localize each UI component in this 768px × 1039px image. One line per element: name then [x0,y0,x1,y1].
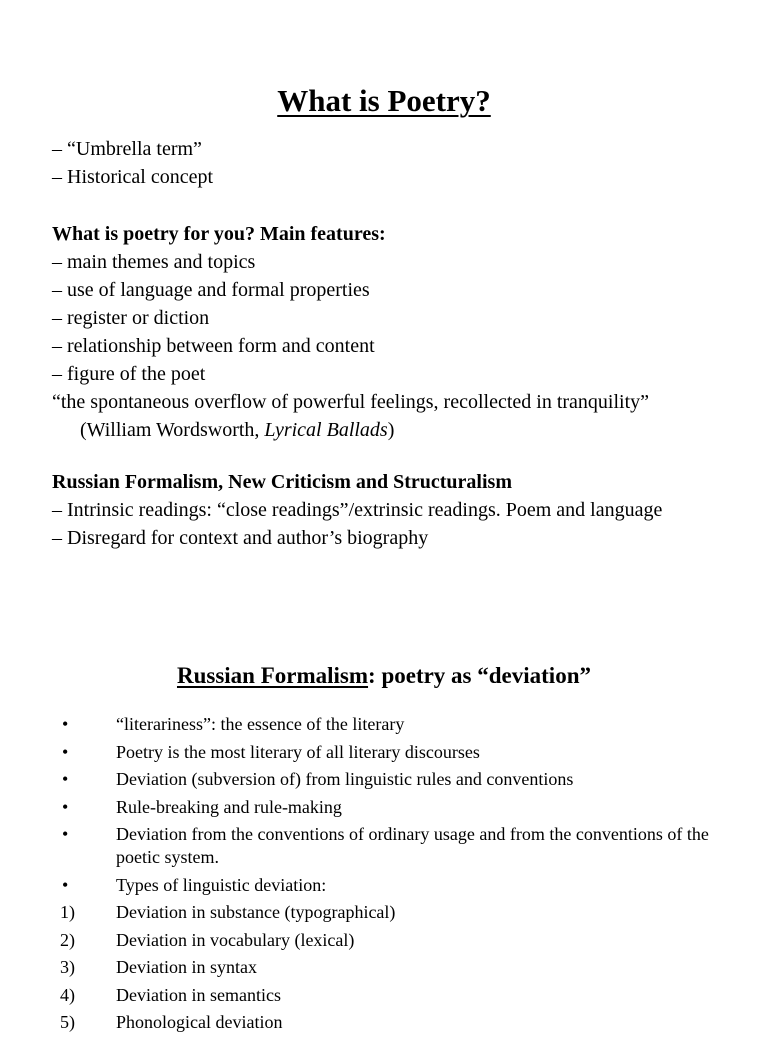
list-item-text: Poetry is the most literary of all literary discourses [116,741,480,762]
wordsworth-quote: “the spontaneous overflow of powerful feelings, recollected in tranquility” [52,391,650,413]
list-item [0,713,716,736]
numbered-item-text: Deviation in substance (typographical) [116,902,396,922]
feature-item: – main themes and topics [52,251,256,273]
attribution-prefix: (William Wordsworth, [80,419,265,441]
feature-item: – relationship between form and content [52,335,375,357]
features-heading: What is poetry for you? Main features: [52,223,386,245]
intro-item: – “Umbrella term” [52,138,202,160]
list-item [0,823,716,869]
numbered-item-text: Deviation in vocabulary (lexical) [116,929,355,950]
list-item-text: “literariness”: the essence of the literary [116,714,405,734]
list-item-text: Rule-breaking and rule-making [116,796,342,817]
page-title [0,81,768,121]
page-title-text: What is Poetry? [277,83,491,118]
schools-heading: Russian Formalism, New Criticism and Structuralism [52,471,512,493]
bullet-marker: • [62,741,69,762]
bullet-marker: • [62,714,69,734]
number-marker: 4) [60,984,75,1005]
attribution-suffix: ) [387,419,395,441]
list-item-text: Deviation from the conventions of ordinary usage and from the conventions of the poetic system. [116,824,709,867]
list-item [0,874,716,897]
bullet-marker: • [62,769,69,789]
list-item [0,768,716,791]
number-marker: 1) [60,902,75,922]
list-item-text: Deviation (subversion of) from linguistic rules and conventions [116,769,574,789]
intro-item: – Historical concept [52,166,214,188]
list-item [0,796,716,819]
intro-list [52,135,742,191]
schools-item: – Disregard for context and author’s biography [52,527,429,549]
feature-item: – register or diction [52,307,210,329]
numbered-item [0,1011,716,1034]
numbered-item-text: Deviation in syntax [116,957,257,977]
quote-attribution [52,416,742,444]
numbered-item-text: Deviation in semantics [116,984,281,1005]
number-marker: 3) [60,957,75,977]
attribution-work: Lyrical Ballads [264,419,388,441]
bullet-marker: • [62,796,69,817]
deviation-list [0,713,768,1039]
section-title [0,660,768,692]
feature-item: – use of language and formal properties [52,279,370,301]
bullet-marker: • [62,874,69,895]
schools-section [52,468,742,552]
number-marker: 5) [60,1012,75,1032]
numbered-item [0,984,716,1007]
list-item [0,741,716,764]
number-marker: 2) [60,929,75,950]
numbered-item-text: Phonological deviation [116,1012,283,1032]
schools-item: – Intrinsic readings: “close readings”/extrinsic readings. Poem and language [52,499,663,521]
section-title-underlined: Russian Formalism [176,663,369,688]
numbered-item [0,901,716,924]
numbered-item [0,929,716,952]
list-item-text: Types of linguistic deviation: [116,874,327,895]
numbered-item [0,956,716,979]
section-title-rest: : poetry as “deviation” [368,663,591,688]
bullet-marker: • [62,824,69,844]
features-section [52,220,742,444]
feature-item: – figure of the poet [52,363,206,385]
